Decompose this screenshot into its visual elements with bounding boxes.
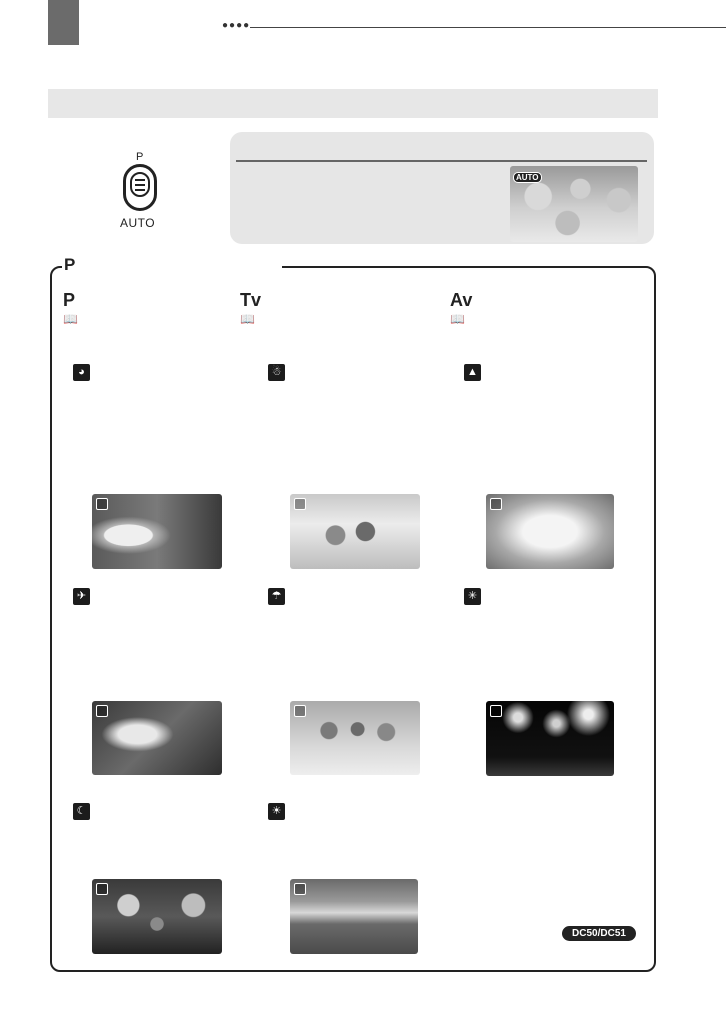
beach-photo (290, 701, 420, 775)
fireworks-icon: ✳ (464, 588, 481, 605)
program-ae-title: P (62, 255, 81, 275)
book-icon: 📖 (240, 312, 255, 326)
sports-photo (92, 701, 222, 775)
night-icon: ☾ (73, 803, 90, 820)
sunset-photo (290, 879, 418, 954)
section-dots: ●●●● (222, 20, 251, 31)
portrait-photo (92, 494, 222, 569)
book-icon: 📖 (450, 312, 465, 326)
section-band (48, 89, 658, 118)
mode-tv-label: Tv (240, 290, 262, 310)
portrait-icon: ◕ (73, 364, 90, 381)
sports-icon: ✈ (73, 588, 90, 605)
auto-badge: AUTO (513, 172, 542, 183)
mode-switch-icon (123, 164, 157, 211)
night-photo (92, 879, 222, 954)
snow-icon: ☃ (268, 364, 285, 381)
spotlight-photo (486, 494, 614, 569)
program-ae-box (50, 266, 656, 972)
mode-av-label: Av (450, 290, 473, 310)
model-badge: DC50/DC51 (562, 926, 636, 941)
switch-label-p: P (136, 151, 144, 163)
chapter-tab (48, 0, 79, 45)
family-beach-photo (510, 166, 638, 242)
beach-icon: ☂ (268, 588, 285, 605)
fireworks-photo (486, 701, 614, 776)
switch-label-auto: AUTO (120, 216, 156, 230)
sunset-icon: ☀ (268, 803, 285, 820)
snow-photo (290, 494, 420, 569)
book-icon: 📖 (63, 312, 78, 326)
mode-p-label: P (63, 290, 76, 310)
header-rule (250, 27, 726, 28)
spotlight-icon: ▲ (464, 364, 481, 381)
